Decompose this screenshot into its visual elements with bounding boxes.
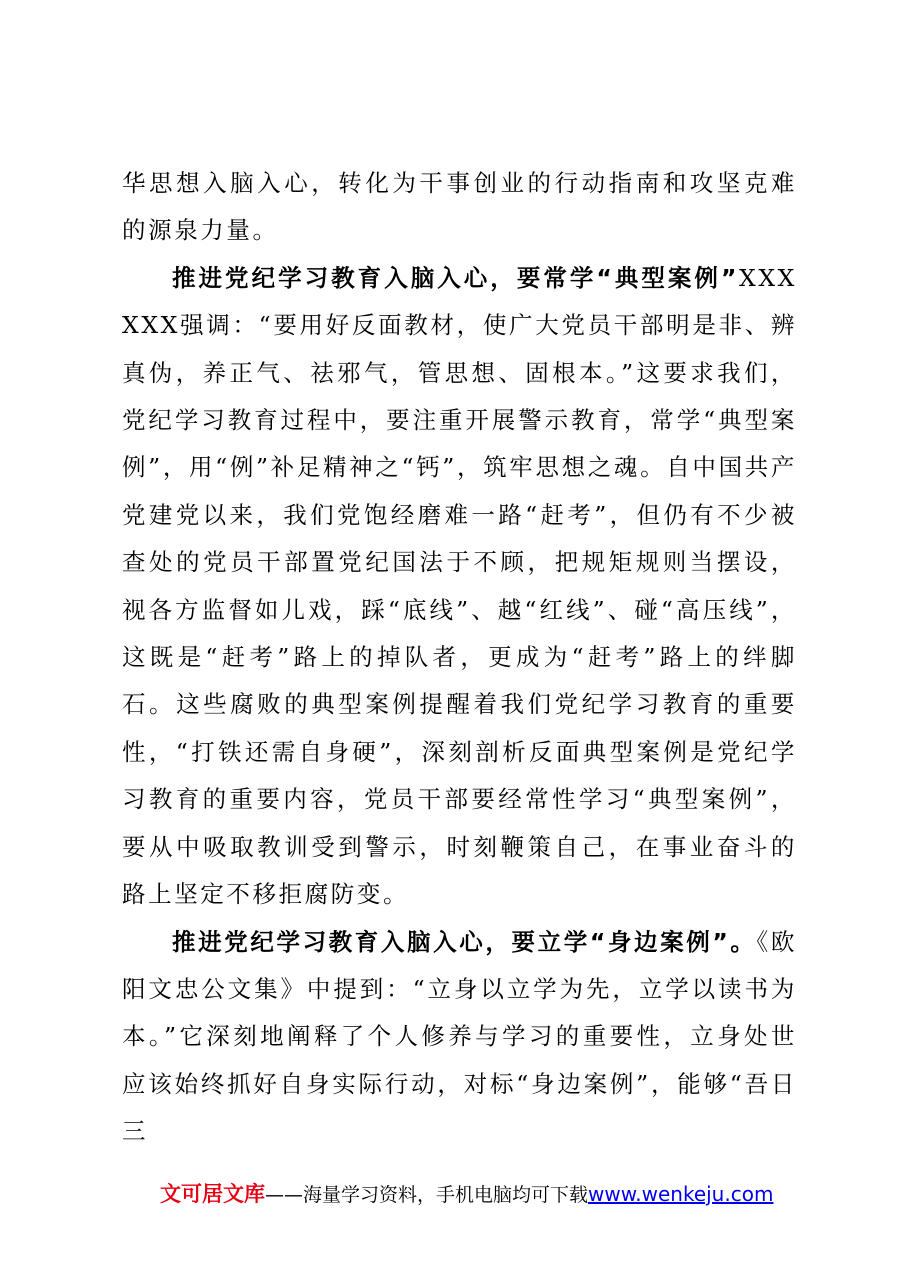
document-body bbox=[122, 160, 797, 1156]
paragraph-continuation bbox=[122, 160, 797, 255]
paragraph-text: 《欧阳文忠公文集》中提到：“立身以立学为先，立学以读书为本。”它深刻地阐释了个人修养与学习的重要性，立身处世应该始终抓好自身实际行动，对标“身边案例”，能够“吾日三 bbox=[122, 927, 797, 1146]
paragraph-text: 华思想入脑入心，转化为干事创业的行动指南和攻坚克难的源泉力量。 bbox=[122, 169, 797, 245]
paragraph-heading: 推进党纪学习教育入脑入心，要常学“典型案例” bbox=[172, 263, 739, 292]
footer-brand: 文可居文库 bbox=[160, 1182, 265, 1206]
footer-link[interactable]: www.wenkeju.com bbox=[588, 1182, 774, 1206]
footer-banner bbox=[160, 1178, 860, 1208]
paragraph-heading: 推进党纪学习教育入脑入心，要立学“身边案例”。 bbox=[172, 927, 757, 956]
footer-tagline: ——海量学习资料，手机电脑均可下载 bbox=[265, 1184, 589, 1206]
paragraph-typical-cases bbox=[122, 255, 797, 919]
paragraph-text: XXXXXX强调：“要用好反面教材，使广大党员干部明是非、辨真伪，养正气、祛邪气，管思想、固根本。”这要求我们，党纪学习教育过程中，要注重开展警示教育，常学“典型案例”，用“例”补足精神之“钙”，筑牢思想之魂。自中国共产党建党以来，我们党饱经磨难一路“赶考”，但仍有不少被查处的党员干部置党纪国法于不顾，把规矩规则当摆设，视各方监督如儿戏，踩“底线”、越“红线”、碰“高压线”，这既是“赶考”路上的掉队者，更成为“赶考”路上的绊脚石。这些腐败的典型案例提醒着我们党纪学习教育的重要性，“打铁还需自身硬”，深刻剖析反面典型案例是党纪学习教育的重要内容，党员干部要经常性学习“典型案例”，要从中吸取教训受到警示，时刻鞭策自己，在事业奋斗的路上坚定不移拒腐防变。 bbox=[122, 263, 797, 909]
paragraph-nearby-cases bbox=[122, 919, 797, 1156]
